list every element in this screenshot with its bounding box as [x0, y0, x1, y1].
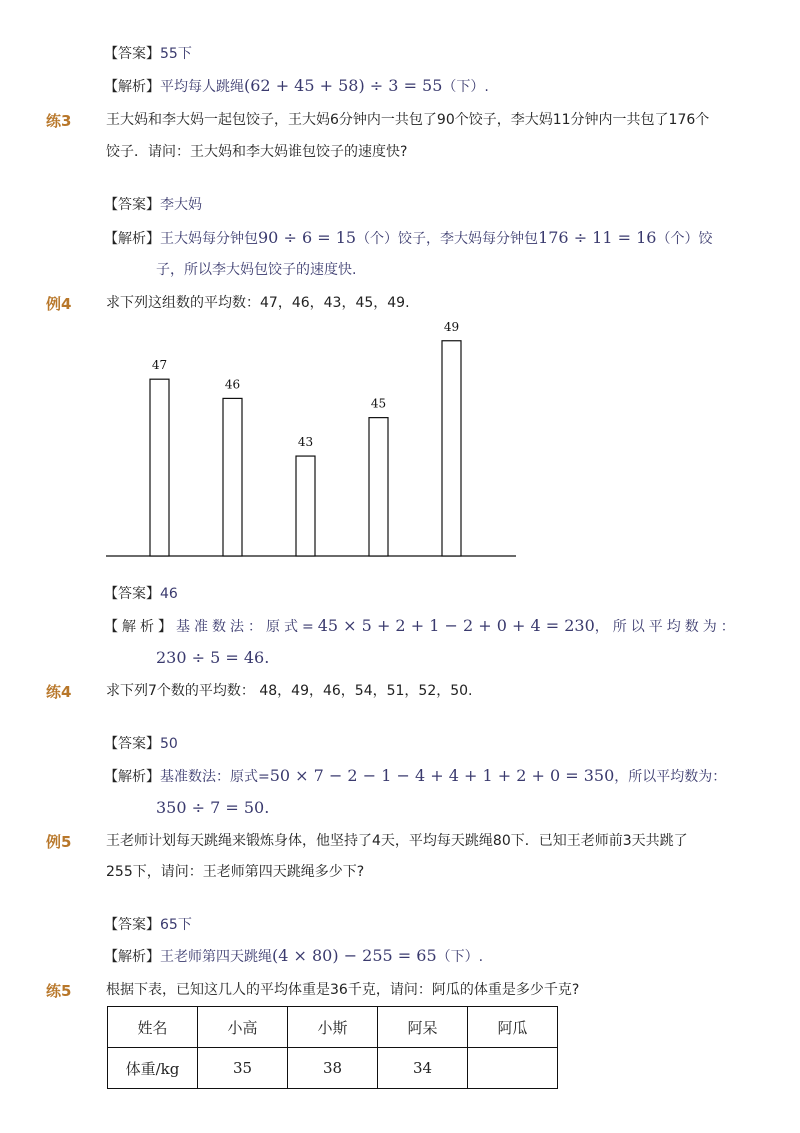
problem-text: 根据下表，已知这几人的平均体重是36千克，请问：阿瓜的体重是多少千克?: [106, 982, 580, 998]
analysis-math: 230 ÷ 5 = 46.: [156, 648, 270, 667]
problem-text: 饺子．请问：王大妈和李大妈谁包饺子的速度快?: [106, 144, 408, 160]
answer-tag: 【答案】: [104, 917, 160, 933]
chart-data-label: 49: [443, 319, 460, 334]
problem-label: 练3: [46, 112, 72, 130]
answer-tag: 【答案】: [104, 197, 160, 213]
analysis-text: 王大妈每分钟包: [160, 231, 258, 247]
problem-text: 王大妈和李大妈一起包饺子，王大妈6分钟内一共包了90个饺子，李大妈11分钟内一共包了176个: [106, 112, 710, 128]
chart-bar: [442, 341, 461, 556]
table-header-cell: 小高: [198, 1007, 288, 1048]
analysis-text: ，所以平均数为：: [614, 769, 727, 785]
analysis-math: 50 × 7 − 2 − 1 − 4 + 4 + 1 + 2 + 0 = 350: [269, 766, 615, 785]
analysis-continuation: 子，所以李大妈包饺子的速度快.: [156, 262, 357, 278]
table-header-row: [108, 1007, 558, 1048]
example-text: 王老师计划每天跳绳来锻炼身体，他坚持了4天，平均每天跳绳80下．已知王老师前3天共跳了: [106, 833, 688, 849]
analysis-math: 176 ÷ 11 = 16: [538, 228, 657, 247]
analysis-text: ，所以平均数为：: [594, 619, 739, 635]
analysis-tag: 【解析】: [104, 231, 160, 247]
chart-bar: [150, 379, 169, 556]
chart-data-label: 45: [370, 396, 387, 411]
analysis-text: （个）饺子，李大妈每分钟包: [356, 231, 539, 247]
problem-label: 练4: [46, 683, 72, 701]
analysis-tag: 【解析】: [104, 769, 160, 785]
analysis-math: 45 × 5 + 2 + 1 − 2 + 0 + 4 = 230: [317, 616, 595, 635]
answer-value: 46: [160, 586, 178, 602]
chart-bar: [296, 456, 315, 556]
example-label: 例4: [46, 295, 72, 313]
chart-data-label: 46: [224, 377, 241, 392]
answer-line: [104, 734, 178, 754]
chart-bar: [223, 398, 242, 556]
chart-data-label: 47: [151, 358, 168, 373]
table-row: [108, 1048, 558, 1089]
analysis-tag: 【解析】: [104, 619, 176, 635]
analysis-math: 350 ÷ 7 = 50.: [156, 798, 270, 817]
analysis-line: [104, 946, 483, 967]
problem-label: 练5: [46, 982, 72, 1000]
table-cell: 体重/kg: [108, 1048, 198, 1089]
answer-line: [104, 915, 192, 935]
analysis-math: 90 ÷ 6 = 15: [258, 228, 357, 247]
problem-text: 求下列7个数的平均数： 48，49，46，54，51，52，50.: [106, 683, 473, 699]
example-text: 求下列这组数的平均数：47，46，43，45，49.: [106, 295, 410, 311]
table-cell: 35: [198, 1048, 288, 1089]
analysis-text: 平均每人跳绳: [160, 79, 244, 95]
analysis-text: 王老师第四天跳绳: [160, 949, 272, 965]
answer-tag: 【答案】: [104, 46, 160, 62]
analysis-tag: 【解析】: [104, 79, 160, 95]
table-header-cell: 姓名: [108, 1007, 198, 1048]
answer-value: 50: [160, 736, 178, 752]
answer-tag: 【答案】: [104, 586, 160, 602]
table-header-cell: 阿呆: [378, 1007, 468, 1048]
chart-data-label: 43: [297, 435, 314, 450]
table-cell: [468, 1048, 558, 1089]
analysis-text: 基准数法：原式=: [176, 619, 318, 635]
weight-table: [107, 1006, 558, 1089]
analysis-line: [104, 766, 726, 787]
analysis-text: 基准数法：原式=: [160, 769, 270, 785]
answer-value: 65下: [160, 917, 192, 933]
table-cell: 34: [378, 1048, 468, 1089]
analysis-line: [104, 616, 739, 637]
analysis-line-1: [104, 76, 489, 97]
answer-line-1: [104, 44, 192, 64]
example-text: 255下，请问：王老师第四天跳绳多少下?: [106, 864, 365, 880]
chart-bar: [369, 418, 388, 556]
table-header-cell: 阿瓜: [468, 1007, 558, 1048]
analysis-math: (4 × 80) − 255 = 65: [272, 946, 437, 965]
analysis-text: （下）.: [436, 949, 484, 965]
analysis-tag: 【解析】: [104, 949, 160, 965]
table-header-cell: 小斯: [288, 1007, 378, 1048]
example-label: 例5: [46, 833, 72, 851]
answer-line: [104, 195, 202, 215]
answer-value: 李大妈: [160, 197, 202, 213]
analysis-text: （个）饺: [656, 231, 713, 247]
answer-line: [104, 584, 178, 604]
analysis-text: （下）.: [442, 79, 489, 95]
analysis-math: (62 + 45 + 58) ÷ 3 = 55: [244, 76, 443, 95]
bar-chart: [100, 310, 520, 562]
analysis-line: [104, 228, 712, 249]
answer-tag: 【答案】: [104, 736, 160, 752]
answer-value: 55下: [160, 46, 192, 62]
table-cell: 38: [288, 1048, 378, 1089]
